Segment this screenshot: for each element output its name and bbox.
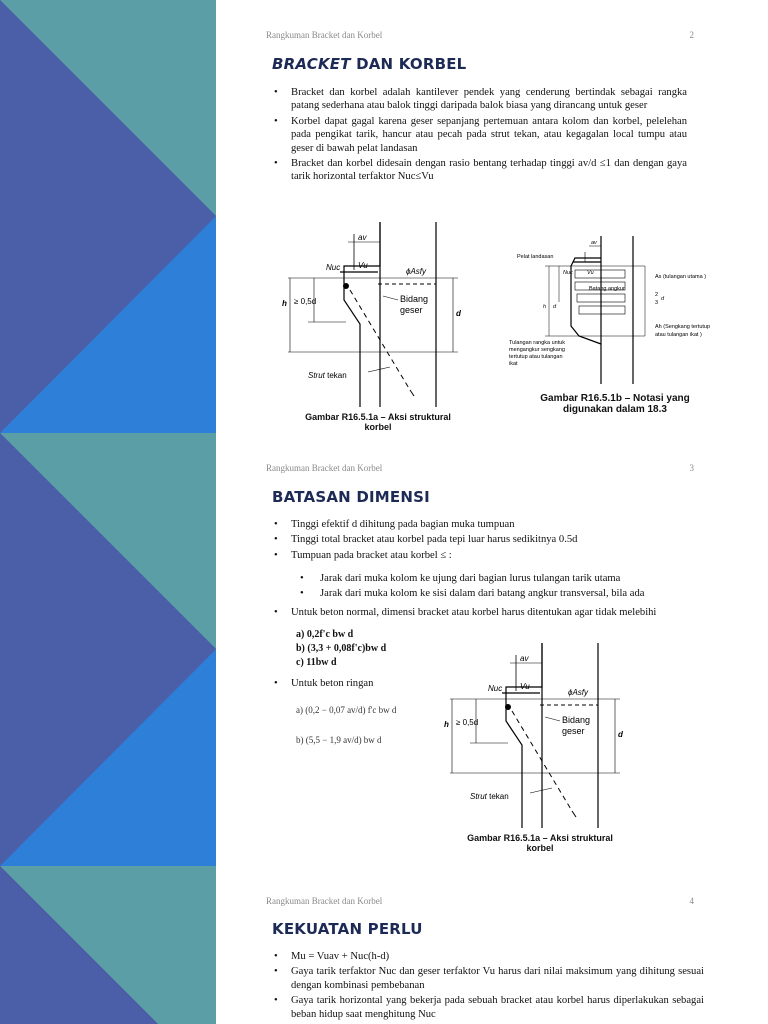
korbel-diagram: [440, 643, 640, 828]
label-ah2: atau tulangan ikat ): [655, 332, 702, 338]
label-b-vu: Vu: [587, 270, 594, 276]
label-tul3: tertutup atau tulangan: [509, 354, 563, 360]
label-nuc: Nuc: [488, 684, 503, 693]
slide-page-4: [0, 866, 768, 1024]
label-strut: Strut tekan: [308, 371, 347, 380]
caption-line-1: Gambar R16.5.1a – Aksi struktural: [467, 833, 613, 843]
ringan-a: a) (0,2 − 0,07 av/d) f'c bw d: [296, 705, 397, 715]
limit-a: a) 0,2f'c bw d: [296, 629, 354, 640]
notation-diagram: [505, 236, 725, 384]
bullet-item: • Tinggi total bracket atau korbel pada tepi luar harus sedikitnya 0.5d: [272, 533, 712, 546]
bullet-item: • Untuk beton normal, dimensi bracket atau korbel harus ditentukan agar tidak melebihi: [272, 606, 732, 619]
bullet-item: • Gaya tarik horizontal yang bekerja pada sebuah bracket atau korbel harus diperlakukan sebagai beban hidup saat menghitung Nuc: [272, 994, 704, 1021]
caption-line-2: korbel: [526, 843, 554, 853]
bullet-list: [272, 950, 704, 1023]
label-tul1: Tulangan rangka untuk: [509, 340, 566, 346]
figure-korbel-notation: [505, 236, 725, 416]
label-bidang: Bidang: [562, 715, 591, 725]
label-b-d: d: [553, 304, 557, 310]
bullet-item: • Korbel dapat gagal karena geser sepanjang pertemuan antara kolom dan korbel, pelelehan pada pengikat tarik, hancur atau pecah pada strut tekan, atau kegagalan local tumpu atau geser di bawah pelat landasan: [272, 115, 687, 155]
label-av: av: [520, 654, 529, 663]
slide-header: [266, 896, 694, 906]
slide-page-3: [0, 433, 768, 866]
label-vu: Vu: [358, 261, 368, 270]
title-italic: BRACKET: [272, 55, 351, 73]
title-rest: DAN KORBEL: [350, 55, 467, 73]
bullet-item: • Tumpuan pada bracket atau korbel ≤ :: [272, 549, 712, 562]
bullet-item: • Bracket dan korbel didesain dengan rasio bentang terhadap tinggi av/d ≤1 dan dengan gaya tarik horizontal terfaktor Nuc≤Vu: [272, 157, 687, 184]
sub-bullet-item: • Jarak dari muka kolom ke sisi dalam dari batang angkur transversal, bila ada: [272, 587, 732, 600]
label-geser: geser: [562, 726, 585, 736]
korbel-diagram: [278, 222, 478, 407]
label-geser: geser: [400, 305, 423, 315]
caption-line-2: korbel: [364, 422, 392, 432]
label-b-nuc: Nuc: [563, 270, 573, 276]
label-half-d: ≥ 0,5d: [294, 297, 317, 306]
bullet-item: • Bracket dan korbel adalah kantilever pendek yang cenderung bertindak sebagai rangka patang sederhana atau balok tinggi daripada balok biasa yang dirancang untuk geser: [272, 86, 687, 113]
bullet-item: • Untuk beton ringan: [272, 677, 432, 690]
label-h: h: [282, 299, 287, 308]
header-text: Rangkuman Bracket dan Korbel: [266, 463, 383, 473]
slide-header: [266, 30, 694, 40]
label-phi: ϕAsfy: [568, 688, 589, 697]
header-text: Rangkuman Bracket dan Korbel: [266, 30, 383, 40]
label-batang: Batang angkur: [589, 286, 625, 292]
caption-line-2: digunakan dalam 18.3: [563, 404, 667, 415]
slide-title: BATASAN DIMENSI: [272, 488, 430, 506]
limit-b: b) (3,3 + 0,08f'c)bw d: [296, 643, 387, 654]
slide-decoration: [0, 866, 216, 1024]
label-two-thirds-d: 3: [655, 300, 659, 306]
bullet-list: [272, 518, 712, 564]
slide-decoration: [0, 0, 216, 433]
slide-title: [272, 55, 466, 73]
ringan-limits: [296, 705, 396, 765]
bullet-list-3: [272, 677, 432, 692]
sub-bullet-item: • Jarak dari muka kolom ke ujung dari bagian lurus tulangan tarik utama: [272, 572, 732, 585]
caption-line-1: Gambar R16.5.1b – Notasi yang: [540, 393, 690, 404]
bullet-list: [272, 86, 687, 186]
bullet-list-2: [272, 606, 732, 621]
label-ah: Ah (Sengkang tertutup: [655, 324, 711, 330]
header-text: Rangkuman Bracket dan Korbel: [266, 896, 383, 906]
figure-caption: [505, 393, 725, 415]
label-two-thirds-v: d: [661, 296, 665, 302]
label-b-h: h: [543, 304, 547, 310]
figure-korbel-action: [440, 643, 640, 858]
bullet-item: • Mu = Vuav + Nuc(h-d): [272, 950, 704, 963]
normal-limits: [296, 629, 386, 671]
label-b-av: av: [591, 240, 597, 246]
label-as: As (tulangan utama ): [655, 274, 707, 280]
slide-decoration: [0, 433, 216, 866]
page-number: 2: [689, 30, 694, 40]
label-tul4: ikat: [509, 361, 518, 367]
label-d: d: [456, 309, 461, 318]
figure-caption: [440, 833, 640, 853]
slide-page-2: [0, 0, 768, 433]
page-number: 3: [689, 463, 694, 473]
label-pelat: Pelat landasan: [517, 254, 554, 260]
label-nuc: Nuc: [326, 263, 341, 272]
bullet-item: • Tinggi efektif d dihitung pada bagian muka tumpuan: [272, 518, 712, 531]
label-av: av: [358, 233, 367, 242]
caption-line-1: Gambar R16.5.1a – Aksi struktural: [305, 412, 451, 422]
label-half-d: ≥ 0,5d: [456, 718, 479, 727]
slide-header: [266, 463, 694, 473]
label-two-thirds-n: 2: [655, 292, 659, 298]
label-strut: Strut tekan: [470, 792, 509, 801]
label-tul2: mengangkur sengkang: [509, 347, 565, 353]
bullet-item: • Gaya tarik terfaktor Nuc dan geser terfaktor Vu harus dari nilai maksimum yang dihitung sesuai dengan kombinasi pembebanan: [272, 965, 704, 992]
sub-bullet-list: [272, 572, 732, 603]
label-h: h: [444, 720, 449, 729]
figure-korbel-action: [278, 222, 478, 430]
label-bidang: Bidang: [400, 294, 429, 304]
ringan-b: b) (5,5 − 1,9 av/d) bw d: [296, 735, 382, 745]
label-d: d: [618, 730, 623, 739]
limit-c: c) 11bw d: [296, 657, 337, 668]
label-phi: ϕAsfy: [406, 267, 427, 276]
label-vu: Vu: [520, 682, 530, 691]
slide-title: KEKUATAN PERLU: [272, 920, 423, 938]
page-number: 4: [689, 896, 694, 906]
figure-caption: [278, 412, 478, 432]
